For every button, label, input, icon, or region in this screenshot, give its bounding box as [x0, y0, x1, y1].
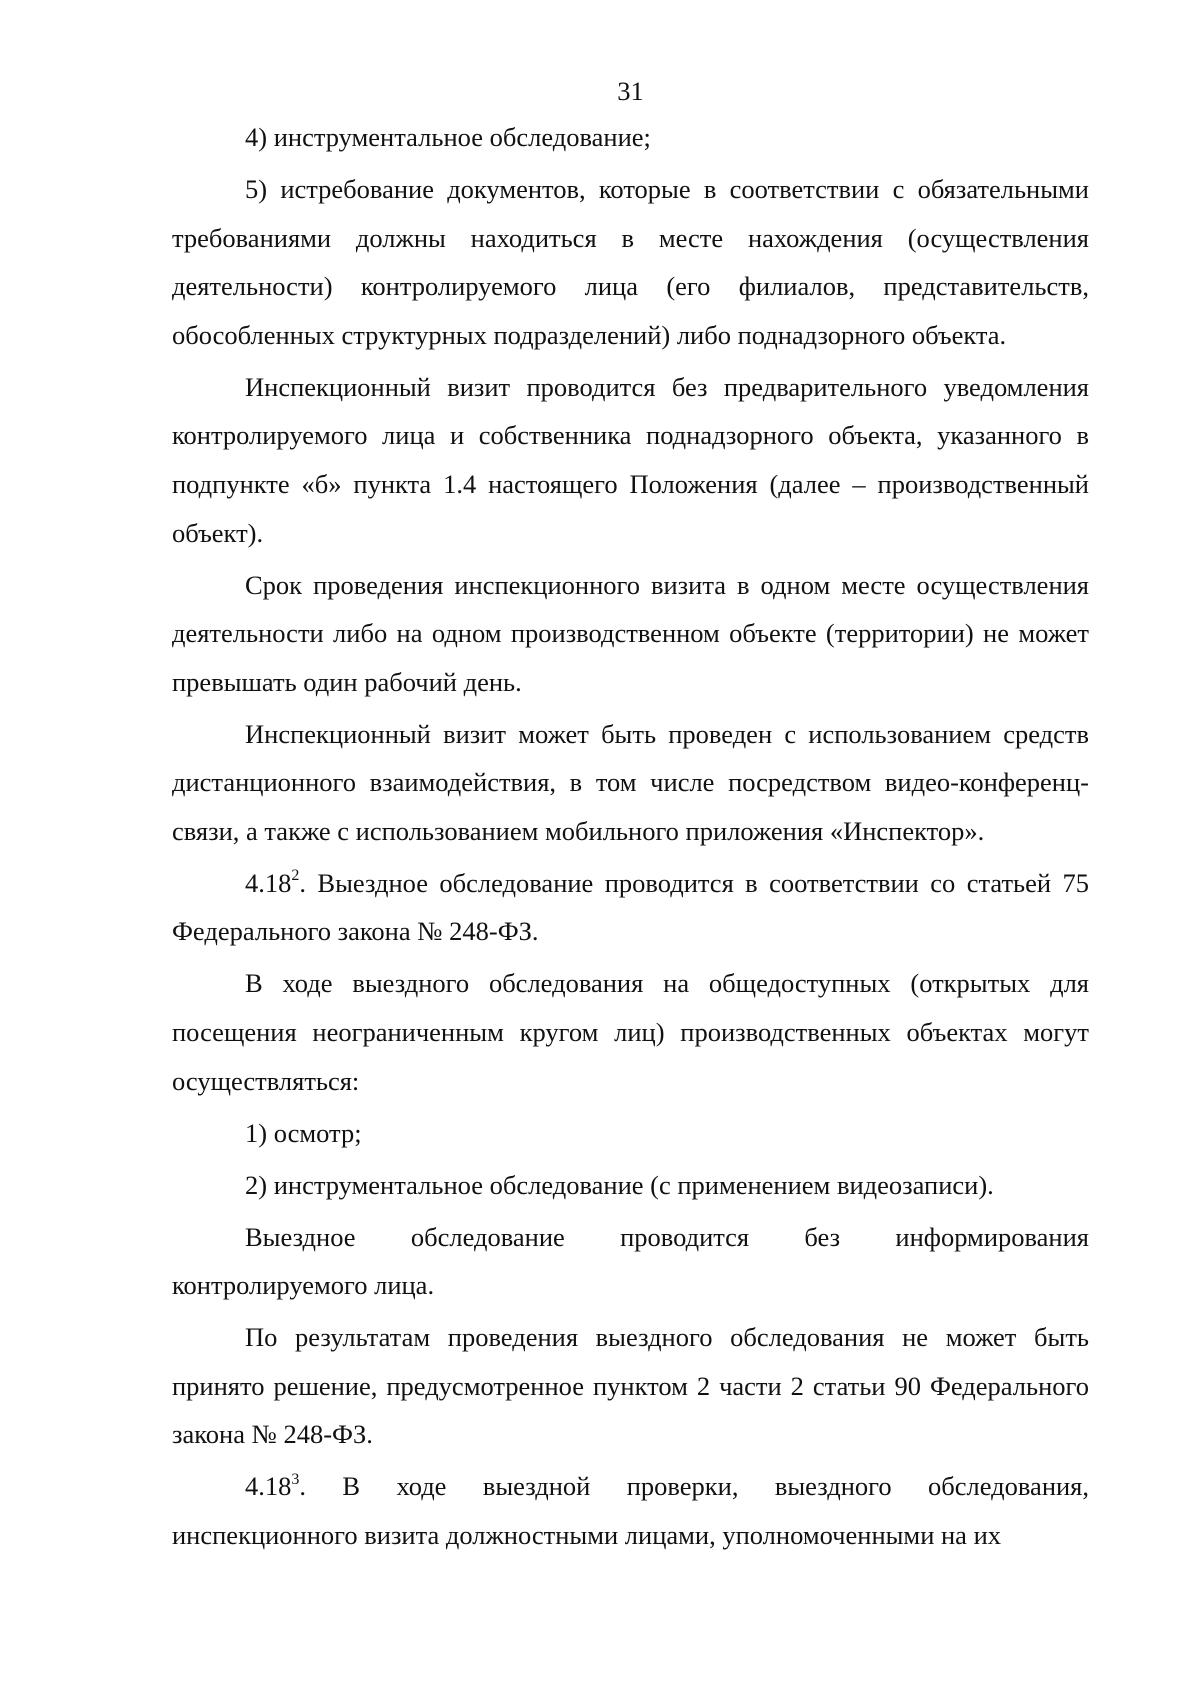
page-number: 31 [617, 76, 644, 106]
paragraph-list-item-2: 2) инструментальное обследование (с применением видеозаписи). [245, 1169, 994, 1200]
paragraph-item-4: 4) инструментальное обследование; [245, 122, 651, 152]
paragraph-inspection-visit-remote: Инспекционный визит может быть проведен с использованием средств дистанционного взаимодействия, в том числе посредством видео-конференц-связи, а также с использованием мобильного приложения «Инспектор». [172, 718, 1089, 846]
paragraph-inspection-visit-notice: Инспекционный визит проводится без предварительного уведомления контролируемого лица и собственника поднадзорного объекта, указанного в подпункте «б» пункта 1.4 настоящего Положения (далее – производственный объект). [172, 371, 1089, 548]
section-text: . В ходе выездной проверки, выездного обследования, инспекционного визита должностными лицами, уполномоченными на их [172, 1471, 1089, 1550]
section-superscript: 2 [291, 867, 300, 885]
paragraph-item-5: 5) истребование документов, которые в соответствии с обязательными требованиями должны находиться в месте нахождения (осуществления деятельности) контролируемого лица (его филиалов, представительств, обособленных структурных подразделений) либо поднадзорного объекта. [172, 173, 1089, 350]
paragraph-section-4-18-2 [172, 859, 1089, 956]
paragraph-onsite-survey-objects: В ходе выездного обследования на общедоступных (открытых для посещения неограниченным кругом лиц) производственных объектах могут осуществляться: [172, 968, 1089, 1096]
paragraph-section-4-18-3 [172, 1462, 1089, 1559]
paragraph-inspection-visit-duration: Срок проведения инспекционного визита в одном месте осуществления деятельности либо на одном производственном объекте (территории) не может превышать один рабочий день. [172, 569, 1089, 697]
section-number: 4.18 [245, 867, 292, 898]
paragraph-onsite-survey-results: По результатам проведения выездного обследования не может быть принято решение, предусмотренное пунктом 2 части 2 статьи 90 Федерального закона № 248-ФЗ. [172, 1322, 1089, 1450]
paragraph-list-item-1: 1) осмотр; [245, 1117, 362, 1148]
paragraph-onsite-survey-no-notice: Выездное обследование проводится без информирования контролируемого лица. [172, 1221, 1089, 1301]
section-number: 4.18 [245, 1471, 292, 1502]
document-body [172, 113, 1089, 1560]
section-superscript: 3 [291, 1470, 300, 1488]
section-text: . Выездное обследование проводится в соответствии со статьей 75 Федерального закона № 248-ФЗ. [172, 867, 1089, 947]
